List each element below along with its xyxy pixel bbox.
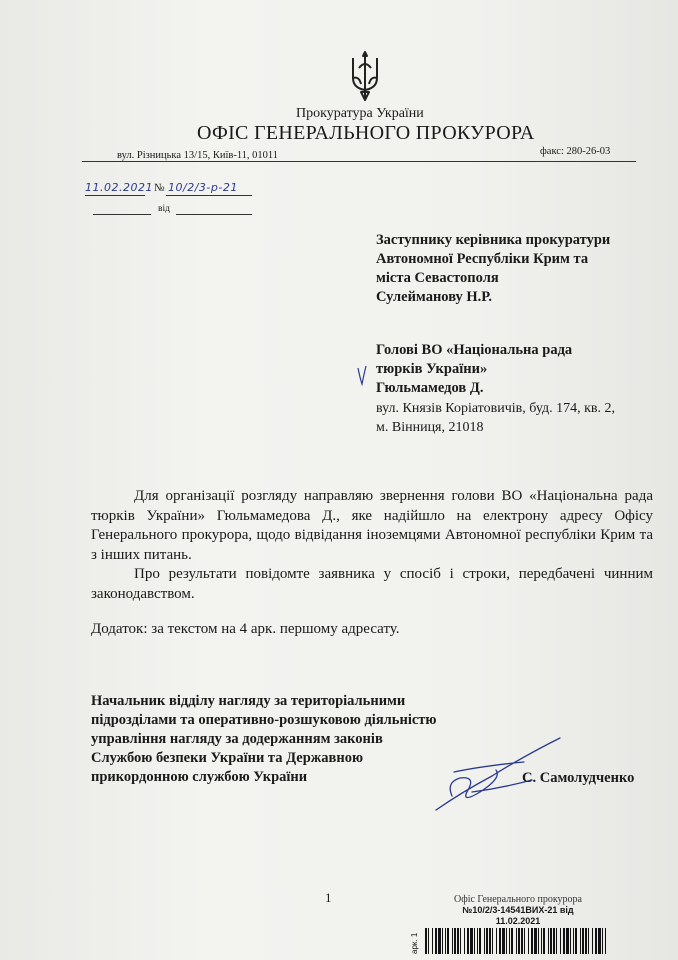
office-name: ОФІС ГЕНЕРАЛЬНОГО ПРОКУРОРА bbox=[197, 122, 535, 144]
position-line: управління нагляду за додержанням законів bbox=[91, 731, 383, 747]
ministry-name: Прокуратура України bbox=[296, 106, 424, 121]
recipient-2-line: Гюльмамедов Д. bbox=[376, 380, 484, 396]
office-address: вул. Різницька 13/15, Київ-11, 01011 bbox=[117, 150, 279, 161]
from-label: від bbox=[158, 204, 170, 214]
number-line bbox=[166, 195, 252, 196]
checkmark-icon bbox=[356, 362, 368, 388]
signatory-name: С. Самолудченко bbox=[522, 770, 635, 786]
position-line: Службою безпеки України та Державною bbox=[91, 750, 364, 766]
ref-date-line bbox=[176, 214, 252, 215]
number-label: № bbox=[154, 182, 165, 194]
address-line: м. Вінниця, 21018 bbox=[376, 420, 484, 435]
handwritten-number: 10/2/3-р-21 bbox=[168, 181, 238, 194]
recipient-1-line: Сулейманову Н.Р. bbox=[376, 289, 492, 305]
trident-emblem-icon bbox=[345, 48, 385, 104]
handwritten-date: 11.02.2021 bbox=[85, 181, 153, 194]
header-divider bbox=[82, 161, 636, 162]
body-paragraph-2: Про результати повідомте заявника у спосіб і строки, передбачені чинним законодавством. bbox=[91, 566, 653, 602]
recipient-2-address bbox=[376, 399, 615, 437]
position-line: підрозділами та оперативно-розшуковою діяльністю bbox=[91, 712, 437, 728]
recipient-2-line: тюрків України» bbox=[376, 361, 488, 377]
signatory-position bbox=[91, 692, 437, 787]
sheet-label-text: арк. 1 bbox=[410, 932, 419, 954]
barcode bbox=[425, 928, 607, 954]
position-line: прикордонною службою України bbox=[91, 769, 308, 785]
recipient-2-line: Голові ВО «Національна рада bbox=[376, 342, 573, 358]
date-line bbox=[85, 195, 145, 196]
recipient-1-line: Заступнику керівника прокуратури bbox=[376, 232, 611, 248]
recipient-1-line: Автономної Республіки Крим та bbox=[376, 251, 589, 267]
attachment-note: Додаток: за текстом на 4 арк. першому адресату. bbox=[91, 621, 400, 637]
page-number: 1 bbox=[325, 890, 332, 905]
position-line: Начальник відділу нагляду за територіальними bbox=[91, 693, 406, 709]
address-line: вул. Князів Коріатовичів, буд. 174, кв. 2, bbox=[376, 401, 616, 416]
registration-stamp bbox=[430, 894, 606, 927]
stamp-office: Офіс Генерального прокурора bbox=[454, 894, 582, 905]
office-fax: факс: 280-26-03 bbox=[540, 146, 611, 157]
stamp-number: №10/2/3-14541ВИХ-21 від bbox=[462, 905, 574, 915]
recipient-1 bbox=[376, 231, 610, 307]
ref-number-line bbox=[93, 214, 151, 215]
recipient-2 bbox=[376, 341, 572, 398]
stamp-date: 11.02.2021 bbox=[495, 916, 541, 926]
recipient-1-line: міста Севастополя bbox=[376, 270, 499, 286]
body-paragraph-1: Для організації розгляду направляю звернення голови ВО «Національна рада тюрків України» Гюльмамедова Д., яке надійшло на електрону адресу Офісу Генерального прокурора, щодо відвідання іноземцями Автономної республіки Крим та з інших питань. bbox=[91, 488, 653, 563]
sheet-label bbox=[408, 930, 422, 956]
